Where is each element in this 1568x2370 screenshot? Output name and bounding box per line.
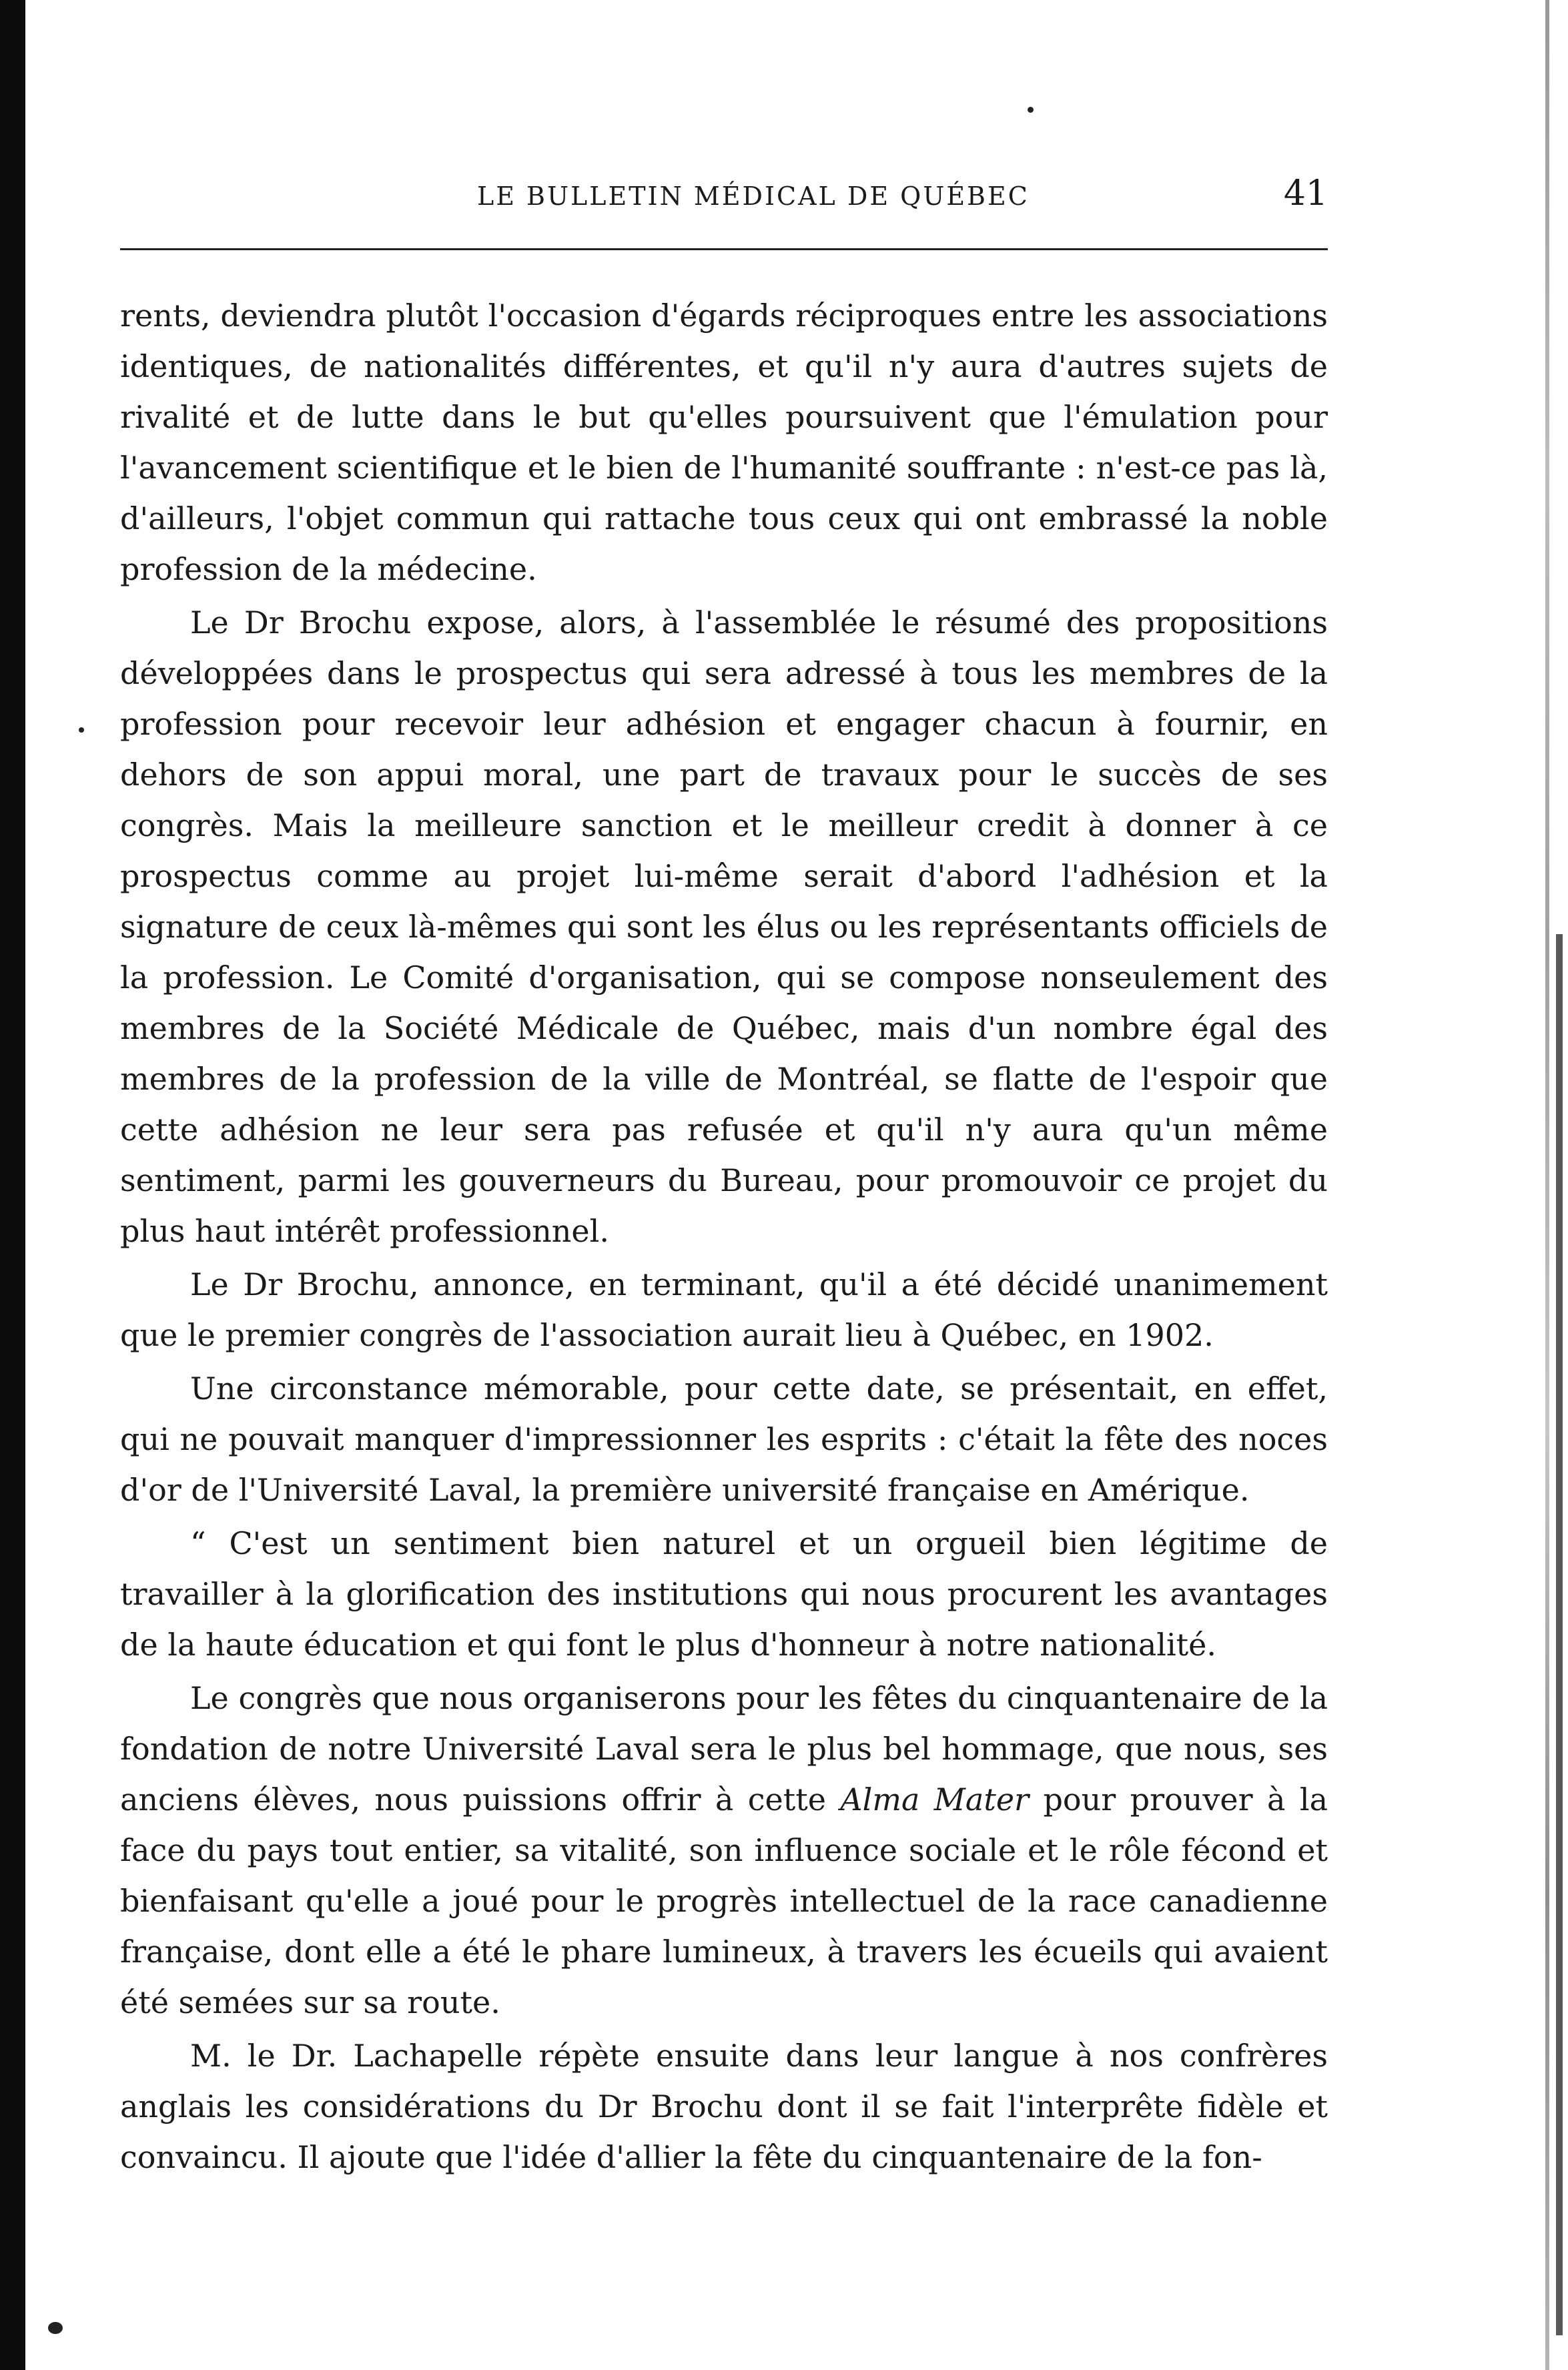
paragraph [120,1673,1328,2028]
paragraph: Une circonstance mémorable, pour cette date, se présentait, en effet, qui ne pouvait manquer d'impressionner les esprits : c'était la fête des noces d'or de l'Université Laval, la première université française en Amérique. [120,1370,1328,1508]
scan-speck [79,727,84,733]
italic-phrase: Alma Mater [840,1782,1030,1818]
scan-right-edge-line [1545,0,1549,2370]
paragraph-text: pour prouver à la face du pays tout entier, sa vitalité, son influence sociale et le rôle fécond et bienfaisant qu'elle a joué pour le progrès intellectuel de la race canadienne française, dont elle a été le phare lumineux, à travers les écueils qui avaient été semées sur sa route. [120,1782,1328,2020]
page-number: 41 [1283,173,1328,214]
paragraph: “ C'est un sentiment bien naturel et un orgueil bien légitime de travailler à la glorification des institutions qui nous procurent les avantages de la haute éducation et qui font le plus d'honneur à notre nationalité. [120,1525,1328,1663]
scan-speck [1028,107,1034,113]
page-header [120,167,1328,220]
scan-speck [48,2322,63,2334]
paragraph: M. le Dr. Lachapelle répète ensuite dans leur langue à nos confrères anglais les considérations du Dr Brochu dont il se fait l'interprête fidèle et convaincu. Il ajoute que l'idée d'allier la fête du cinquantenaire de la fon- [120,2038,1328,2175]
paragraph-text: Le congrès que nous organiserons pour les fêtes du cinquantenaire de la fondation de notre Université Laval sera le plus bel hommage, que nous, ses anciens élèves, nous puissions offrir à cette [120,1680,1328,1818]
paragraph: Le Dr Brochu expose, alors, à l'assemblée le résumé des propositions développées dans le prospectus qui sera adressé à tous les membres de la profession pour recevoir leur adhésion et engager chacun à fournir, en dehors de son appui moral, une part de travaux pour le succès de ses congrès. Mais la meilleure sanction et le meilleur credit à donner à ce prospectus comme au projet lui-même serait d'abord l'adhésion et la signature de ceux là-mêmes qui sont les élus ou les représentants officiels de la profession. Le Comité d'organisation, qui se compose nonseulement des membres de la Société Médicale de Québec, mais d'un nombre égal des membres de la profession de la ville de Montréal, se flatte de l'espoir que cette adhésion ne leur sera pas refusée et qu'il n'y aura qu'un même sentiment, parmi les gouverneurs du Bureau, pour promouvoir ce projet du plus haut intérêt professionnel. [120,605,1328,1249]
header-rule [120,248,1328,250]
paragraph: Le Dr Brochu, annonce, en terminant, qu'il a été décidé unanimement que le premier congrès de l'association aurait lieu à Québec, en 1902. [120,1266,1328,1353]
running-title: LE BULLETIN MÉDICAL DE QUÉBEC [477,181,1030,211]
scan-left-edge-bar [0,0,25,2370]
paragraph: rents, deviendra plutôt l'occasion d'égards réciproques entre les associations identiques, de nationalités différentes, et qu'il n'y aura d'autres sujets de rivalité et de lutte dans le but qu'elles poursuivent que l'émulation pour l'avancement scientifique et le bien de l'humanité souffrante : n'est-ce pas là, d'ailleurs, l'objet commun qui rattache tous ceux qui ont embrassé la noble profession de la médecine. [120,298,1328,587]
scan-right-edge-bar [1556,934,1563,2335]
body-text [120,290,1328,2183]
